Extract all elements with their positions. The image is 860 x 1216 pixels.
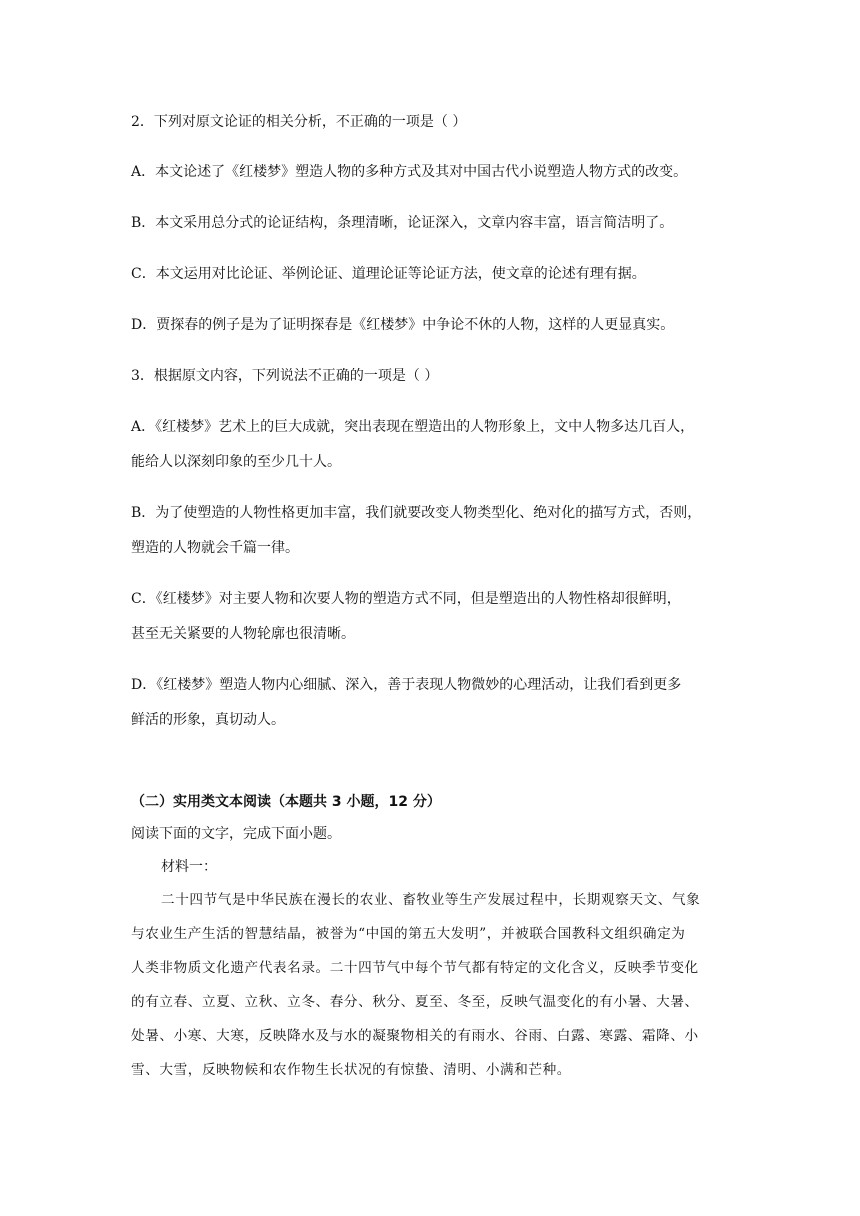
section-instruction: 阅读下面的文字，完成下面小题。 (131, 826, 341, 842)
question-3-stem: 3．根据原文内容，下列说法不正确的一项是（ ） (131, 368, 439, 384)
material-line: 二十四节气是中华民族在漫长的农业、畜牧业等生产发展过程中，长期观察天文、气象 (161, 892, 701, 908)
material-line: 人类非物质文化遗产代表名录。二十四节气中每个节气都有特定的文化含义，反映季节变化 (131, 960, 699, 976)
question-3-option-a-cont: 能给人以深刻印象的至少几十人。 (131, 454, 341, 470)
question-2-option-a: A．本文论述了《红楼梦》塑造人物的多种方式及其对中国古代小说塑造人物方式的改变。 (131, 164, 688, 180)
material-line: 处暑、小寒、大寒，反映降水及与水的凝聚物相关的有雨水、谷雨、白露、寒露、霜降、小 (131, 1028, 699, 1044)
question-2-option-c: C．本文运用对比论证、举例论证、道理论证等论证方法，使文章的论述有理有据。 (131, 266, 646, 282)
material-line: 与农业生产生活的智慧结晶，被誉为“中国的第五大发明”，并被联合国教科文组织确定为 (131, 926, 686, 942)
question-3-option-c-cont: 甚至无关紧要的人物轮廓也很清晰。 (131, 626, 355, 642)
material-line: 的有立春、立夏、立秋、立冬、春分、秋分、夏至、冬至，反映气温变化的有小暑、大暑、 (131, 994, 699, 1010)
question-3-option-d-cont: 鲜活的形象，真切动人。 (131, 712, 285, 728)
material-line: 雪、大雪，反映物候和农作物生长状况的有惊蛰、清明、小满和芒种。 (131, 1062, 572, 1078)
question-2-stem: 2．下列对原文论证的相关分析，不正确的一项是（ ） (131, 114, 467, 130)
question-3-option-b: B．为了使塑造的人物性格更加丰富，我们就要改变人物类型化、绝对化的描写方式，否则， (131, 505, 702, 521)
question-3-option-b-cont: 塑造的人物就会千篇一律。 (131, 540, 299, 556)
material-label: 材料一： (161, 859, 217, 875)
section-heading: （二）实用类文本阅读（本题共 3 小题，12 分） (131, 794, 441, 810)
question-3-option-d: D．《红楼梦》塑造人物内心细腻、深入，善于表现人物微妙的心理活动，让我们看到更多 (131, 677, 682, 693)
question-3-option-c: C．《红楼梦》对主要人物和次要人物的塑造方式不同，但是塑造出的人物性格却很鲜明， (131, 591, 681, 607)
question-2-option-d: D．贾探春的例子是为了证明探春是《红楼梦》中争论不休的人物，这样的人更显真实。 (131, 317, 675, 333)
question-3-option-a: A．《红楼梦》艺术上的巨大成就，突出表现在塑造出的人物形象上，文中人物多达几百人， (131, 419, 695, 435)
question-2-option-b: B．本文采用总分式的论证结构，条理清晰，论证深入，文章内容丰富，语言简洁明了。 (131, 215, 674, 231)
